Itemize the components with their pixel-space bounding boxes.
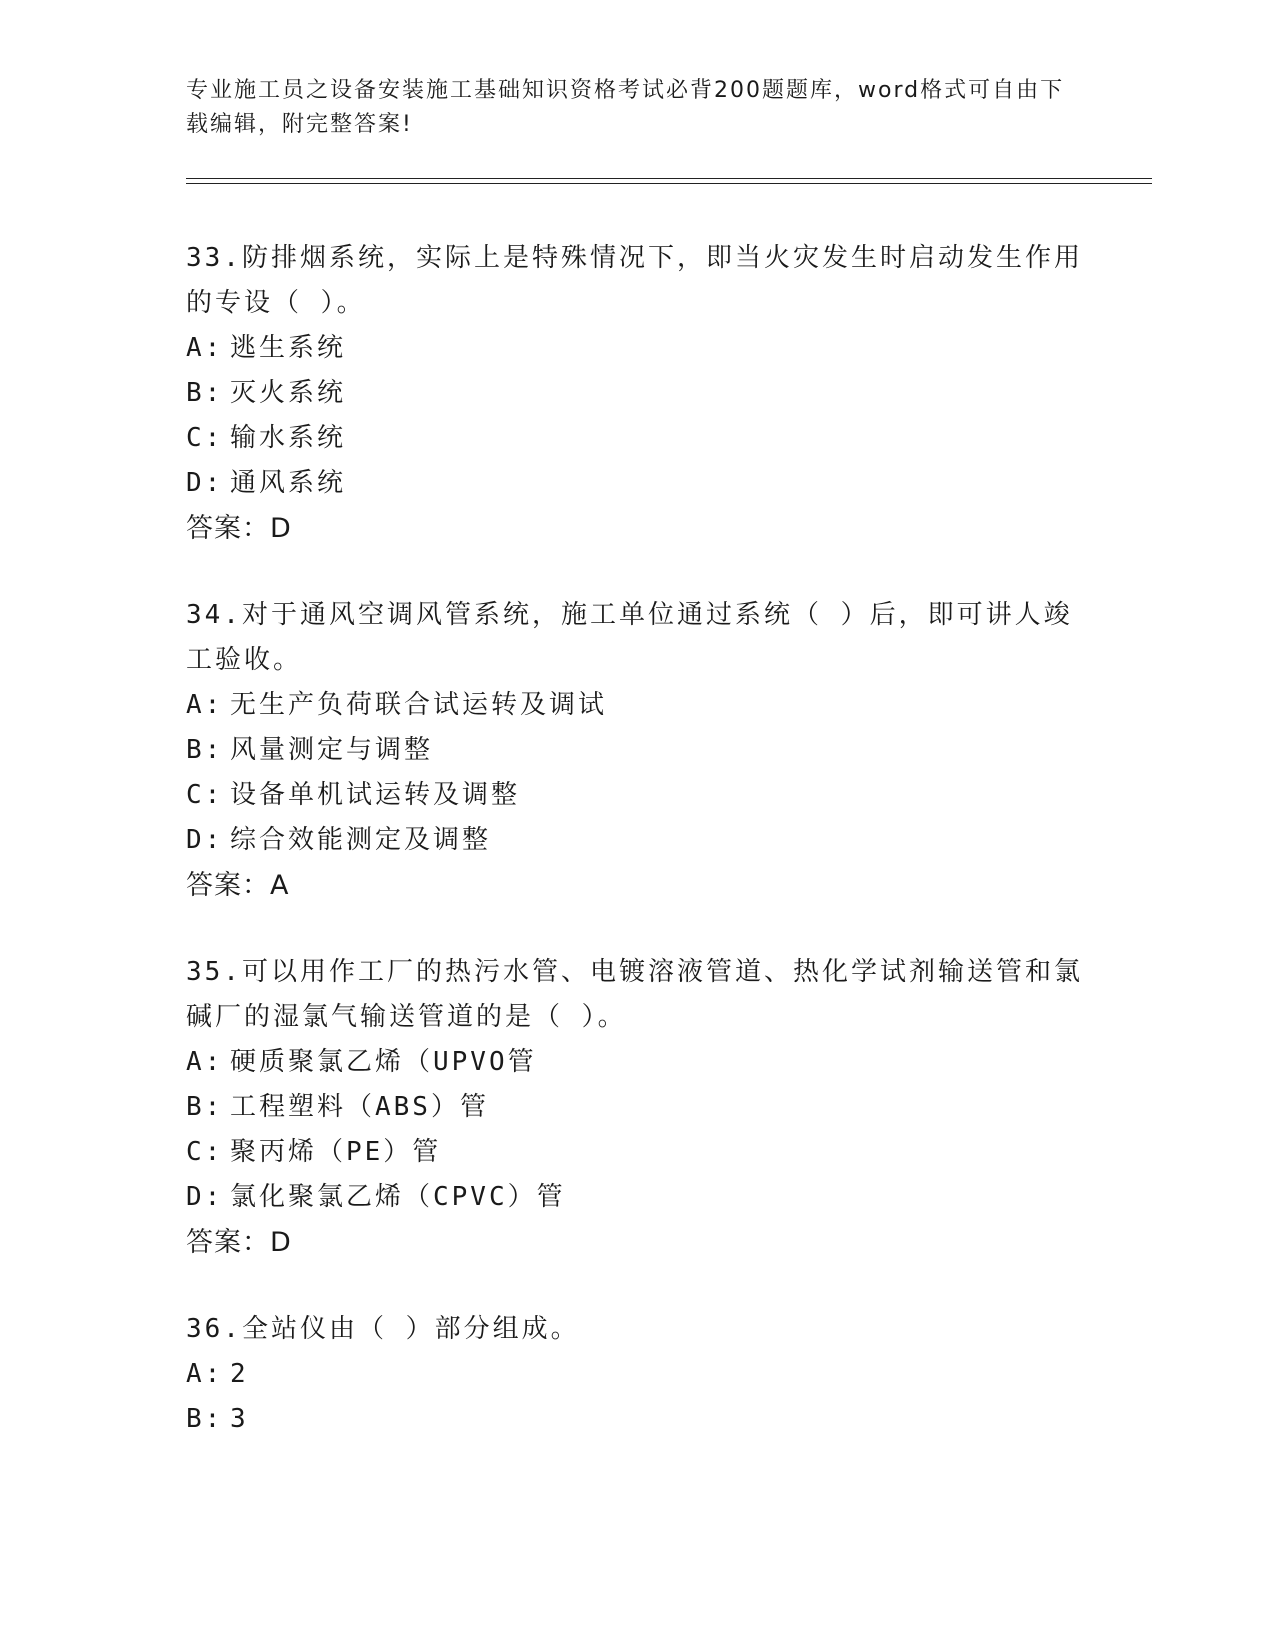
option-b [186, 1085, 1086, 1130]
option-text: 2 [230, 1359, 249, 1389]
option-c [186, 1130, 1086, 1175]
option-a [186, 1040, 1086, 1085]
option-key: A: [186, 1359, 224, 1389]
option-text: 氯化聚氯乙烯（CPVC）管 [230, 1182, 566, 1212]
question-stem: 35.可以用作工厂的热污水管、电镀溶液管道、热化学试剂输送管和氯碱厂的湿氯气输送管道的是（ ）。 [186, 957, 1083, 1032]
option-key: D: [186, 1182, 224, 1212]
option-key: B: [186, 735, 224, 765]
question-stem: 36.全站仪由（ ）部分组成。 [186, 1314, 580, 1344]
option-text: 无生产负荷联合试运转及调试 [230, 690, 608, 720]
option-text: 逃生系统 [230, 333, 347, 363]
option-c [186, 416, 1086, 461]
question-list [186, 236, 1086, 1484]
option-key: B: [186, 378, 224, 408]
option-text: 工程塑料（ABS）管 [230, 1092, 489, 1122]
option-key: D: [186, 468, 224, 498]
option-key: D: [186, 825, 224, 855]
option-key: A: [186, 1047, 224, 1077]
option-d [186, 461, 1086, 506]
question-34 [186, 593, 1086, 908]
answer-line: 答案：A [186, 870, 290, 901]
question-36 [186, 1307, 1086, 1442]
option-text: 综合效能测定及调整 [230, 825, 492, 855]
header-divider-bottom [186, 183, 1152, 184]
option-text: 设备单机试运转及调整 [230, 780, 521, 810]
option-key: A: [186, 333, 224, 363]
document-header [186, 74, 1066, 142]
option-text: 硬质聚氯乙烯（UPVO管 [230, 1047, 537, 1077]
option-text: 聚丙烯（PE）管 [230, 1137, 442, 1167]
option-d [186, 1175, 1086, 1220]
question-35 [186, 950, 1086, 1265]
answer-line: 答案：D [186, 513, 292, 544]
header-title: 专业施工员之设备安装施工基础知识资格考试必背200题题库，word格式可自由下载编辑，附完整答案! [186, 78, 1065, 137]
option-text: 3 [230, 1404, 249, 1434]
option-b [186, 728, 1086, 773]
answer-line: 答案：D [186, 1227, 292, 1258]
option-key: C: [186, 1137, 224, 1167]
option-a [186, 326, 1086, 371]
option-key: C: [186, 423, 224, 453]
option-b [186, 371, 1086, 416]
option-a [186, 1352, 1086, 1397]
option-key: A: [186, 690, 224, 720]
option-key: C: [186, 780, 224, 810]
header-divider-top [186, 178, 1152, 179]
option-key: B: [186, 1092, 224, 1122]
option-key: B: [186, 1404, 224, 1434]
option-d [186, 818, 1086, 863]
option-b [186, 1397, 1086, 1442]
question-stem: 33.防排烟系统，实际上是特殊情况下，即当火灾发生时启动发生作用的专设（ ）。 [186, 243, 1083, 318]
option-text: 输水系统 [230, 423, 347, 453]
question-stem: 34.对于通风空调风管系统，施工单位通过系统（ ）后，即可讲人竣工验收。 [186, 600, 1073, 675]
option-a [186, 683, 1086, 728]
question-33 [186, 236, 1086, 551]
option-text: 灭火系统 [230, 378, 347, 408]
option-text: 通风系统 [230, 468, 347, 498]
option-text: 风量测定与调整 [230, 735, 434, 765]
option-c [186, 773, 1086, 818]
